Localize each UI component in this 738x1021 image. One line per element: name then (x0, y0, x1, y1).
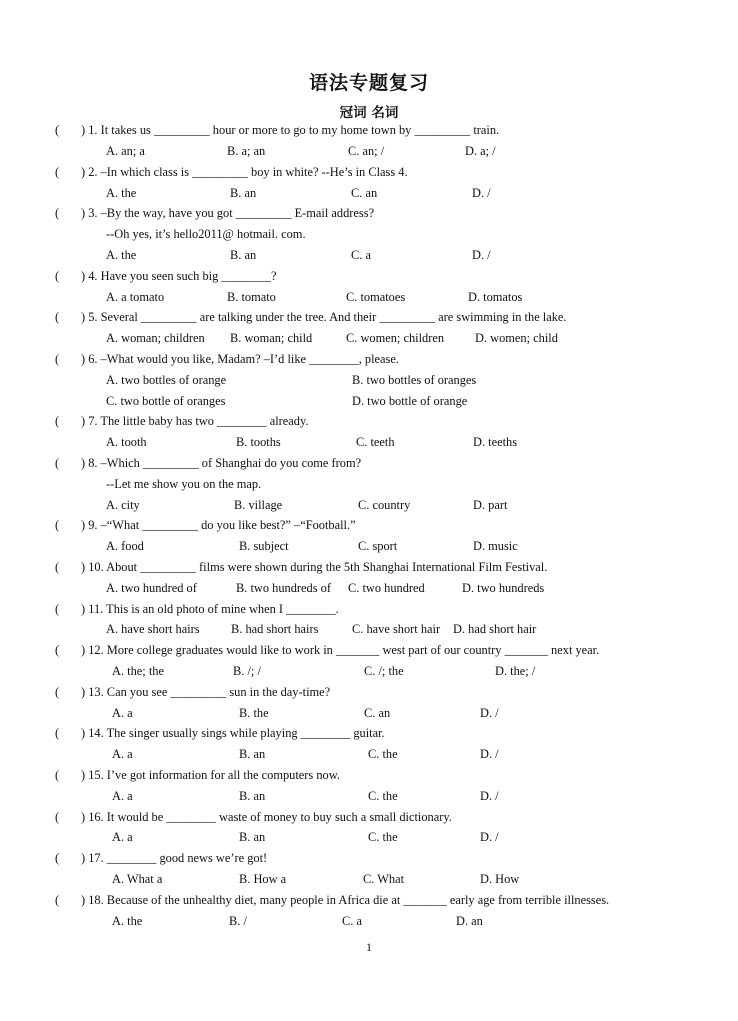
options-row (0, 391, 738, 411)
answer-option: C. an (351, 186, 378, 200)
answer-option: A. the (106, 186, 137, 200)
answer-option: B. the (239, 706, 269, 720)
answer-option: A. the (112, 914, 143, 928)
answer-option: D. tomatos (468, 290, 523, 304)
question-row (0, 120, 738, 140)
question-continuation-row (0, 224, 738, 244)
answer-option: B. two bottles of oranges (352, 373, 477, 387)
answer-bracket: ( (55, 560, 60, 574)
answer-option: B. /; / (233, 664, 261, 678)
answer-bracket: ( (55, 352, 60, 366)
answer-option: B. had short hairs (231, 622, 319, 636)
question-text: ) 10. About _________ films were shown during the 5th Shanghai International Film Festival. (81, 560, 548, 574)
options-row (0, 703, 738, 723)
answer-option: B. an (239, 747, 266, 761)
answer-option: D. / (480, 706, 499, 720)
options-row (0, 287, 738, 307)
question-row (0, 162, 738, 182)
answer-option: A. tooth (106, 435, 147, 449)
answer-option: B. an (239, 789, 266, 803)
question-text: ) 4. Have you seen such big ________? (81, 269, 277, 283)
question-text: ) 13. Can you see _________ sun in the day-time? (81, 685, 331, 699)
answer-option: D. two hundreds (462, 581, 545, 595)
answer-option: D. the; / (495, 664, 536, 678)
answer-option: A. city (106, 498, 140, 512)
question-row (0, 515, 738, 535)
answer-option: C. sport (358, 539, 398, 553)
answer-bracket: ( (55, 414, 60, 428)
answer-option: A. woman; children (106, 331, 205, 345)
options-row (0, 536, 738, 556)
answer-option: D. women; child (475, 331, 558, 345)
answer-bracket: ( (55, 851, 60, 865)
answer-bracket: ( (55, 518, 60, 532)
options-row (0, 432, 738, 452)
answer-option: B. an (230, 248, 257, 262)
answer-bracket: ( (55, 123, 60, 137)
options-row (0, 370, 738, 390)
answer-option: D. / (480, 830, 499, 844)
answer-option: D. had short hair (453, 622, 537, 636)
question-text: ) 8. –Which _________ of Shanghai do you come from? (81, 456, 362, 470)
answer-option: C. the (368, 747, 398, 761)
answer-option: A. a (112, 830, 133, 844)
answer-option: B. / (229, 914, 247, 928)
question-text: ) 18. Because of the unhealthy diet, many people in Africa die at _______ early age from terrible illnesses. (81, 893, 610, 907)
answer-option: B. two hundreds of (236, 581, 331, 595)
question-row (0, 349, 738, 369)
options-row (0, 744, 738, 764)
answer-option: D. part (473, 498, 508, 512)
answer-option: A. food (106, 539, 144, 553)
answer-option: C. an (364, 706, 391, 720)
answer-option: D. / (480, 747, 499, 761)
answer-option: A. a (112, 789, 133, 803)
question-text: ) 5. Several _________ are talking under the tree. And their _________ are swimming in the lake. (81, 310, 567, 324)
answer-bracket: ( (55, 685, 60, 699)
question-text: ) 16. It would be ________ waste of money to buy such a small dictionary. (81, 810, 452, 824)
answer-option: B. How a (239, 872, 287, 886)
answer-option: C. women; children (346, 331, 445, 345)
page-title: 语法专题复习 (308, 72, 429, 94)
question-text: ) 9. –“What _________ do you like best?” –“Football.” (81, 518, 356, 532)
answer-bracket: ( (55, 206, 60, 220)
options-row (0, 495, 738, 515)
question-row (0, 640, 738, 660)
answer-option: A. two hundred of (106, 581, 197, 595)
answer-option: C. country (358, 498, 411, 512)
question-continuation: --Let me show you on the map. (106, 477, 262, 491)
answer-option: A. a (112, 747, 133, 761)
answer-option: D. a; / (465, 144, 496, 158)
answer-option: C. teeth (356, 435, 395, 449)
page-subtitle: 冠词 名词 (339, 105, 399, 121)
answer-option: C. a (351, 248, 371, 262)
answer-option: C. two bottle of oranges (106, 394, 226, 408)
answer-option: C. the (368, 789, 398, 803)
answer-bracket: ( (55, 893, 60, 907)
answer-option: B. tooths (236, 435, 281, 449)
answer-option: C. tomatoes (346, 290, 406, 304)
question-row (0, 890, 738, 910)
answer-option: C. a (342, 914, 362, 928)
answer-option: A. an; a (106, 144, 145, 158)
answer-option: D. music (473, 539, 518, 553)
options-row (0, 183, 738, 203)
question-row (0, 723, 738, 743)
answer-option: A. a (112, 706, 133, 720)
question-row (0, 453, 738, 473)
answer-option: D. teeths (473, 435, 518, 449)
question-row (0, 307, 738, 327)
answer-option: D. / (472, 248, 491, 262)
answer-option: A. two bottles of orange (106, 373, 227, 387)
answer-option: C. What (363, 872, 405, 886)
question-text: ) 17. ________ good news we’re got! (81, 851, 268, 865)
answer-option: B. an (230, 186, 257, 200)
answer-option: B. woman; child (230, 331, 313, 345)
question-text: ) 7. The little baby has two ________ already. (81, 414, 309, 428)
options-row (0, 869, 738, 889)
options-row (0, 786, 738, 806)
answer-option: D. How (480, 872, 520, 886)
options-row (0, 245, 738, 265)
question-row (0, 682, 738, 702)
question-row (0, 599, 738, 619)
question-row (0, 203, 738, 223)
answer-option: B. subject (239, 539, 289, 553)
answer-option: B. village (234, 498, 283, 512)
options-row (0, 911, 738, 931)
answer-bracket: ( (55, 165, 60, 179)
question-text: ) 6. –What would you like, Madam? –I’d like ________, please. (81, 352, 399, 366)
answer-bracket: ( (55, 456, 60, 470)
answer-option: C. the (368, 830, 398, 844)
options-row (0, 827, 738, 847)
options-row (0, 619, 738, 639)
answer-option: A. What a (112, 872, 163, 886)
answer-option: A. have short hairs (106, 622, 200, 636)
options-row (0, 141, 738, 161)
answer-bracket: ( (55, 269, 60, 283)
question-row (0, 807, 738, 827)
question-row (0, 266, 738, 286)
page-number: 1 (366, 940, 372, 954)
question-text: ) 2. –In which class is _________ boy in white? --He’s in Class 4. (81, 165, 408, 179)
options-row (0, 328, 738, 348)
answer-option: A. the; the (112, 664, 164, 678)
options-row (0, 578, 738, 598)
answer-option: A. the (106, 248, 137, 262)
answer-bracket: ( (55, 726, 60, 740)
question-row (0, 765, 738, 785)
question-row (0, 557, 738, 577)
answer-bracket: ( (55, 810, 60, 824)
question-text: ) 12. More college graduates would like to work in _______ west part of our country _______ next year. (81, 643, 600, 657)
question-continuation-row (0, 474, 738, 494)
question-row (0, 411, 738, 431)
question-text: ) 1. It takes us _________ hour or more to go to my home town by _________ train. (81, 123, 500, 137)
answer-bracket: ( (55, 602, 60, 616)
answer-option: D. an (456, 914, 483, 928)
question-text: ) 15. I’ve got information for all the computers now. (81, 768, 340, 782)
answer-option: B. a; an (227, 144, 266, 158)
question-text: ) 11. This is an old photo of mine when I ________. (81, 602, 339, 616)
answer-bracket: ( (55, 310, 60, 324)
answer-option: C. have short hair (352, 622, 441, 636)
answer-option: B. tomato (227, 290, 276, 304)
answer-option: D. two bottle of orange (352, 394, 468, 408)
question-text: ) 14. The singer usually sings while playing ________ guitar. (81, 726, 385, 740)
answer-bracket: ( (55, 768, 60, 782)
options-row (0, 661, 738, 681)
answer-bracket: ( (55, 643, 60, 657)
answer-option: D. / (480, 789, 499, 803)
question-continuation: --Oh yes, it’s hello2011@ hotmail. com. (106, 227, 306, 241)
answer-option: B. an (239, 830, 266, 844)
answer-option: C. /; the (364, 664, 404, 678)
question-row (0, 848, 738, 868)
answer-option: A. a tomato (106, 290, 165, 304)
answer-option: D. / (472, 186, 491, 200)
answer-option: C. two hundred (348, 581, 425, 595)
answer-option: C. an; / (348, 144, 385, 158)
question-text: ) 3. –By the way, have you got _________ E-mail address? (81, 206, 375, 220)
